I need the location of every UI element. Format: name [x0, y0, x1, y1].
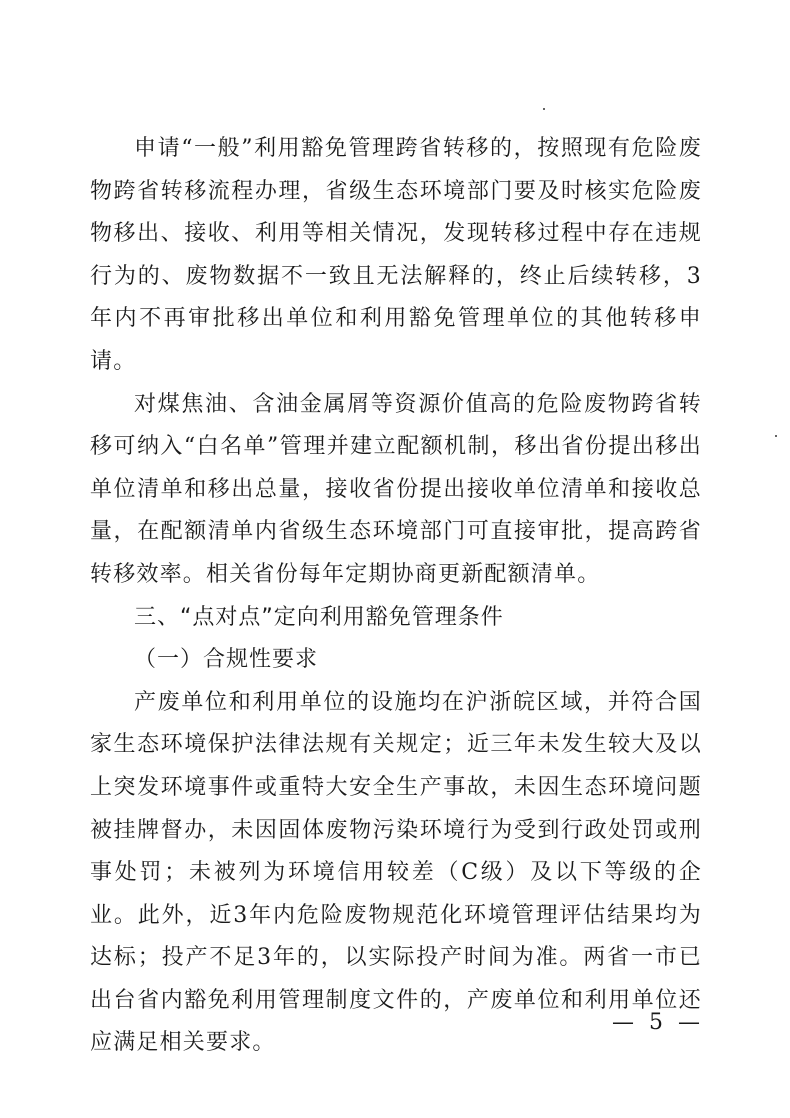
paragraph-whitelist-quota: 对煤焦油、含油金属屑等资源价值高的危险废物跨省转移可纳入“白名单”管理并建立配额机制，移出省份提出移出单位清单和移出总量，接收省份提出接收单位清单和接收总量，在配额清单内省级生态环境部门可直接审批，提高跨省转移效率。相关省份每年定期协商更新配额清单。: [90, 391, 702, 587]
scan-speck: [543, 108, 545, 110]
scan-speck: [775, 435, 777, 437]
page-number: — 5 —: [612, 1010, 704, 1035]
paragraph-compliance-requirements: 产废单位和利用单位的设施均在沪浙皖区域，并符合国家生态环境保护法律法规有关规定；近三年未发生较大及以上突发环境事件或重特大安全生产事故，未因生态环境问题被挂牌督办，未因固体废物污染环境行为受到行政处罚或刑事处罚；未被列为环境信用较差（C级）及以下等级的企业。此外，近3年内危险废物规范化环境管理评估结果均为达标；投产不足3年的，以实际投产时间为准。两省一市已出台省内豁免利用管理制度文件的，产废单位和利用单位还应满足相关要求。: [90, 689, 702, 1056]
document-body: [90, 128, 702, 1065]
paragraph-transfer-procedure: 申请“一般”利用豁免管理跨省转移的，按照现有危险废物跨省转移流程办理，省级生态环境部门要及时核实危险废物移出、接收、利用等相关情况，发现转移过程中存在违规行为的、废物数据不一致且无法解释的，终止后续转移，3年内不再审批移出单位和利用豁免管理单位的其他转移申请。: [90, 136, 702, 374]
section-heading: 三、“点对点”定向利用豁免管理条件: [134, 604, 504, 630]
subsection-heading: （一）合规性要求: [134, 647, 319, 673]
